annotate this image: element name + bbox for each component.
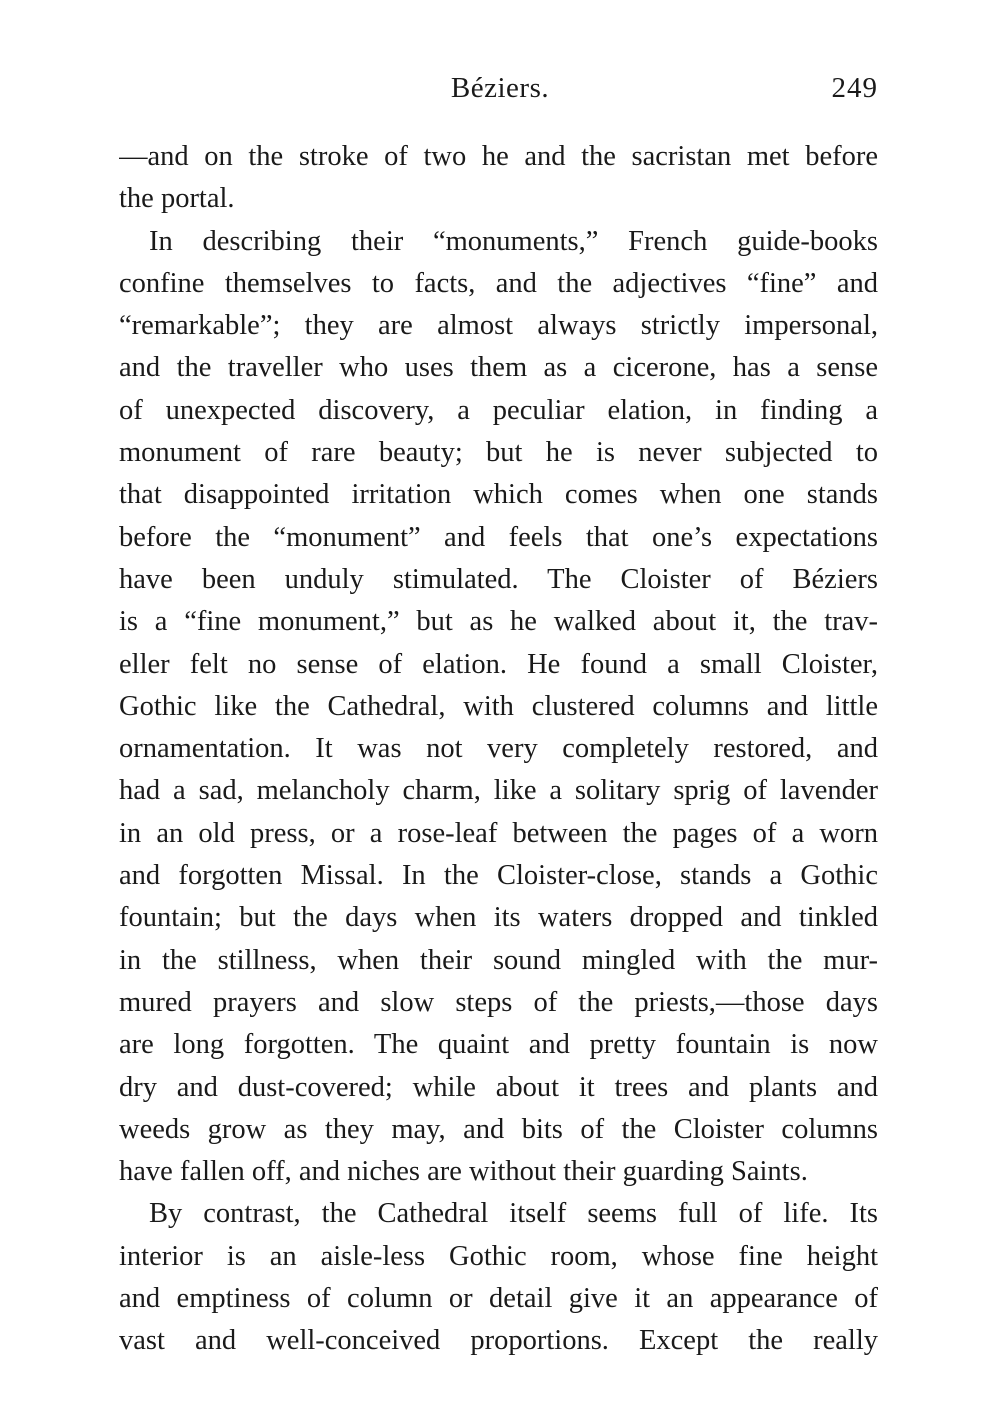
text-line: of unexpected discovery, a peculiar elation, in finding a: [119, 394, 878, 426]
page-number: 249: [831, 72, 878, 104]
text-line: By contrast, the Cathedral itself seems full of life. Its: [149, 1198, 878, 1230]
text-line: and emptiness of column or detail give it an appearance of: [119, 1283, 878, 1315]
text-line: before the “monument” and feels that one’s expectations: [119, 521, 878, 553]
text-line: is a “fine monument,” but as he walked about it, the trav-: [119, 606, 878, 638]
text-line: eller felt no sense of elation. He found a small Cloister,: [119, 648, 878, 680]
text-line: that disappointed irritation which comes when one stands: [119, 479, 878, 511]
text-line: and the traveller who uses them as a cicerone, has a sense: [119, 352, 878, 384]
text-line: monument of rare beauty; but he is never subjected to: [119, 437, 878, 469]
text-line: mured prayers and slow steps of the priests,—those days: [119, 986, 878, 1018]
text-line: Gothic like the Cathedral, with clustered columns and little: [119, 690, 878, 722]
body-text: [119, 136, 878, 1363]
text-line: have fallen off, and niches are without their guarding Saints.: [119, 1156, 808, 1188]
text-line: fountain; but the days when its waters dropped and tinkled: [119, 902, 878, 934]
text-line: in an old press, or a rose-leaf between the pages of a worn: [119, 817, 878, 849]
running-title: Béziers.: [450, 72, 550, 104]
text-line: dry and dust-covered; while about it trees and plants and: [119, 1071, 878, 1103]
text-line: had a sad, melancholy charm, like a solitary sprig of lavender: [119, 775, 878, 807]
text-line: have been unduly stimulated. The Cloister of Béziers: [119, 563, 878, 595]
text-line: weeds grow as they may, and bits of the Cloister columns: [119, 1113, 878, 1145]
text-line: in the stillness, when their sound mingled with the mur-: [119, 944, 878, 976]
text-line: and forgotten Missal. In the Cloister-close, stands a Gothic: [119, 860, 878, 892]
text-line: vast and well-conceived proportions. Except the really: [119, 1325, 878, 1357]
text-line: ornamentation. It was not very completely restored, and: [119, 733, 878, 765]
text-line: interior is an aisle-less Gothic room, whose fine height: [119, 1240, 878, 1272]
text-line: —and on the stroke of two he and the sacristan met before: [119, 141, 878, 172]
text-line: the portal.: [119, 183, 235, 215]
text-line: confine themselves to facts, and the adjectives “fine” and: [119, 267, 878, 299]
running-head: [0, 66, 1000, 116]
text-line: In describing their “monuments,” French guide-books: [149, 225, 878, 257]
text-line: are long forgotten. The quaint and pretty fountain is now: [119, 1029, 878, 1061]
text-line: “remarkable”; they are almost always strictly impersonal,: [119, 310, 878, 342]
